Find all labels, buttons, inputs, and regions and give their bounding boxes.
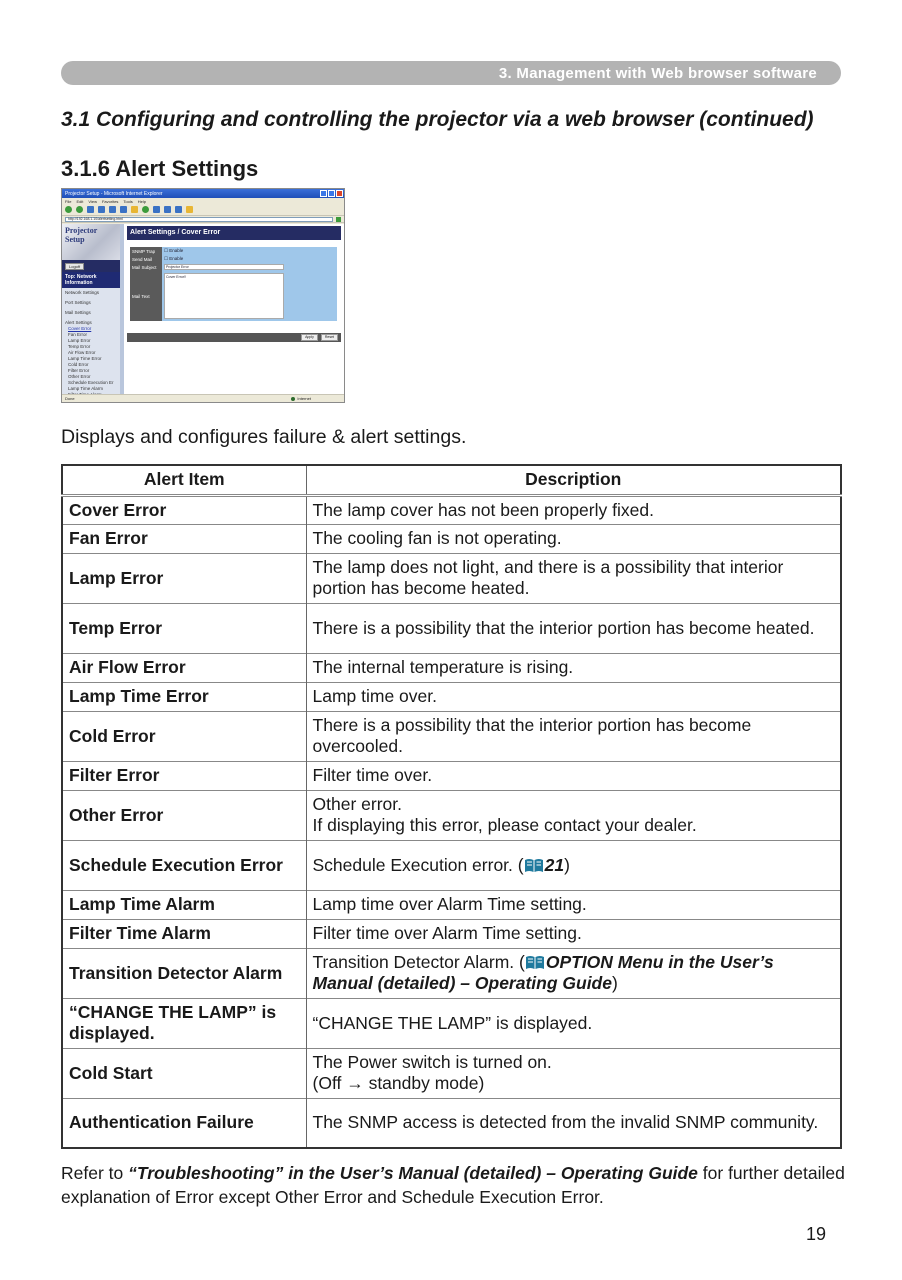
go-icon (336, 217, 341, 222)
alert-item-description: The Power switch is turned on. (Off → standby mode) (306, 1048, 841, 1098)
internet-zone-icon (291, 397, 295, 401)
alert-item-name: Schedule Execution Error (62, 840, 306, 890)
address-field: http://192.168.1.10/alertsetting.html (65, 217, 333, 222)
window-title: Projector Setup - Microsoft Internet Explorer (65, 190, 163, 197)
table-row (62, 524, 841, 553)
sidebar-subitem-fan-error: Fan Error (68, 332, 88, 337)
reset-button: Reset (321, 334, 338, 341)
alert-item-name: Lamp Time Alarm (62, 890, 306, 919)
table-row (62, 840, 841, 890)
sidebar-subitem-filter-error: Filter Error (68, 368, 90, 373)
table-row (62, 790, 841, 840)
sidebar-subitem-lamp-time-error: Lamp Time Error (68, 356, 102, 361)
alert-item-description: There is a possibility that the interior portion has become heated. (306, 603, 841, 653)
browser-toolbar (62, 204, 344, 216)
alert-item-description: The internal temperature is rising. (306, 653, 841, 682)
column-header-alert-item: Alert Item (62, 465, 306, 495)
alert-item-name: Filter Time Alarm (62, 919, 306, 948)
close-icon (336, 190, 343, 197)
search-icon (120, 206, 127, 213)
send-mail-label: Send Mail (130, 255, 162, 263)
table-row (62, 890, 841, 919)
send-mail-checkbox: ☐ Enable (162, 255, 337, 263)
sidebar-subitem-cold-error: Cold Error (68, 362, 89, 367)
alert-item-description: Lamp time over Alarm Time setting. (306, 890, 841, 919)
alert-item-description: The cooling fan is not operating. (306, 524, 841, 553)
alert-item-description: The SNMP access is detected from the invalid SNMP community. (306, 1098, 841, 1148)
book-icon (524, 858, 544, 873)
troubleshooting-reference: “Troubleshooting” in the User’s Manual (detailed) – Operating Guide (128, 1163, 698, 1183)
window-titlebar (62, 189, 344, 198)
alert-item-description: Schedule Execution error. ( 21) (306, 840, 841, 890)
zone-label: Internet (297, 396, 311, 401)
menu-help: Help (137, 198, 146, 204)
alert-item-name: Cold Start (62, 1048, 306, 1098)
table-row (62, 761, 841, 790)
stop-icon (87, 206, 94, 213)
mail-text-area: Cover Error!! (164, 273, 284, 319)
refresh-icon (98, 206, 105, 213)
browser-status-bar (62, 394, 344, 402)
alert-item-description: Filter time over. (306, 761, 841, 790)
sidebar-item-port-settings: Port Settings (65, 300, 91, 305)
table-row (62, 1098, 841, 1148)
apply-button: Apply (301, 334, 318, 341)
sidebar-subitem-temp-error: Temp Error (68, 344, 91, 349)
table-row (62, 919, 841, 948)
mail-text-label: Mail Text (130, 271, 162, 321)
alert-item-description: Transition Detector Alarm. ( OPTION Menu in the User’s Manual (detailed) – Operating Guide) (306, 948, 841, 998)
alert-item-name: Air Flow Error (62, 653, 306, 682)
menu-view: View (88, 198, 97, 204)
mail-subject-field: Projector Error (164, 264, 284, 270)
menu-favorites: Favorites (101, 198, 119, 204)
table-row (62, 603, 841, 653)
alert-item-description: The lamp cover has not been properly fixed. (306, 495, 841, 524)
panel-title: Alert Settings / Cover Error (127, 226, 341, 240)
alert-item-name: Lamp Time Error (62, 682, 306, 711)
setup-main-panel (124, 224, 344, 394)
logoff-button: Logoff (65, 263, 84, 270)
sidebar-subitem-air-flow-error: Air Flow Error (68, 350, 96, 355)
panel-button-bar (127, 333, 341, 342)
manual-reference-link[interactable]: OPTION Menu in the User’s Manual (detailed) – Operating Guide (312, 952, 774, 993)
table-row (62, 553, 841, 603)
alert-item-name: Other Error (62, 790, 306, 840)
home-icon (109, 206, 116, 213)
column-header-description: Description (306, 465, 841, 495)
sidebar-subitem-lamp-error: Lamp Error (68, 338, 91, 343)
minimize-icon (320, 190, 327, 197)
table-row (62, 998, 841, 1048)
table-row (62, 495, 841, 524)
sidebar-item-alert-settings: Alert Settings (65, 320, 92, 325)
alert-item-name: Fan Error (62, 524, 306, 553)
footnote: Refer to “Troubleshooting” in the User’s Manual (detailed) – Operating Guide for further detailed explanation of Error except Other Error and Schedule Execution Error. (61, 1163, 845, 1207)
intro-text: Displays and configures failure & alert settings. (61, 426, 467, 448)
browser-screenshot (61, 188, 345, 403)
alert-item-name: Cover Error (62, 495, 306, 524)
alert-item-description: Other error. If displaying this error, please contact your dealer. (306, 790, 841, 840)
sidebar-subitem-schedule-execution-error: Schedule Execution Er (68, 380, 114, 385)
alert-item-description: “CHANGE THE LAMP” is displayed. (306, 998, 841, 1048)
sidebar-subitem-lamp-time-alarm: Lamp Time Alarm (68, 386, 104, 391)
section-title: 3.1 Configuring and controlling the projector via a web browser (continued) (61, 108, 814, 131)
alert-items-table (61, 464, 842, 1149)
alert-item-name: Temp Error (62, 603, 306, 653)
browser-content (62, 224, 344, 394)
maximize-icon (328, 190, 335, 197)
mail-subject-label: Mail Subject (130, 263, 162, 271)
alert-item-description: Filter time over Alarm Time setting. (306, 919, 841, 948)
alert-item-name: Authentication Failure (62, 1098, 306, 1148)
sidebar-item-mail-settings: Mail Settings (65, 310, 91, 315)
snmp-trap-checkbox: ☐ Enable (162, 247, 337, 255)
snmp-trap-label: SNMP Trap (130, 247, 162, 255)
status-text: Done (65, 396, 75, 401)
media-icon (142, 206, 149, 213)
sidebar-subitem-other-error: Other Error (68, 374, 91, 379)
history-icon (153, 206, 160, 213)
alert-item-description: The lamp does not light, and there is a possibility that interior portion has become heated. (306, 553, 841, 603)
book-icon (525, 955, 545, 970)
table-row (62, 1048, 841, 1098)
alert-item-name: Transition Detector Alarm (62, 948, 306, 998)
sidebar-item-network-settings: Network Settings (65, 290, 100, 295)
table-row (62, 682, 841, 711)
alert-item-description: Lamp time over. (306, 682, 841, 711)
sidebar-nav (62, 288, 120, 400)
alert-form (130, 247, 337, 321)
menu-edit: Edit (76, 198, 84, 204)
alert-item-description: There is a possibility that the interior portion has become overcooled. (306, 711, 841, 761)
table-row (62, 653, 841, 682)
folder-icon (186, 206, 193, 213)
mail-icon (164, 206, 171, 213)
address-bar (62, 216, 344, 223)
print-icon (175, 206, 182, 213)
projector-setup-logo: Projector Setup (62, 224, 120, 260)
alert-item-name: Filter Error (62, 761, 306, 790)
page-reference-link[interactable]: 21 (544, 854, 565, 875)
page-number: 19 (806, 1224, 827, 1244)
forward-icon (76, 206, 83, 213)
table-row (62, 948, 841, 998)
alert-item-name: Cold Error (62, 711, 306, 761)
back-icon (65, 206, 72, 213)
favorites-icon (131, 206, 138, 213)
menu-file: File (65, 198, 72, 204)
sidebar-top-network-info: Top: Network Information (62, 272, 120, 288)
chapter-title: 3. Management with Web browser software (498, 64, 817, 82)
sidebar-subitem-cover-error: Cover Error (68, 326, 92, 331)
table-row (62, 711, 841, 761)
setup-sidebar (62, 224, 124, 394)
subsection-title: 3.1.6 Alert Settings (61, 156, 259, 181)
menu-tools: Tools (123, 198, 133, 204)
alert-item-name: Lamp Error (62, 553, 306, 603)
alert-item-name: “CHANGE THE LAMP” is displayed. (62, 998, 306, 1048)
chapter-header-bar (61, 61, 841, 85)
table-header-row (62, 465, 841, 495)
